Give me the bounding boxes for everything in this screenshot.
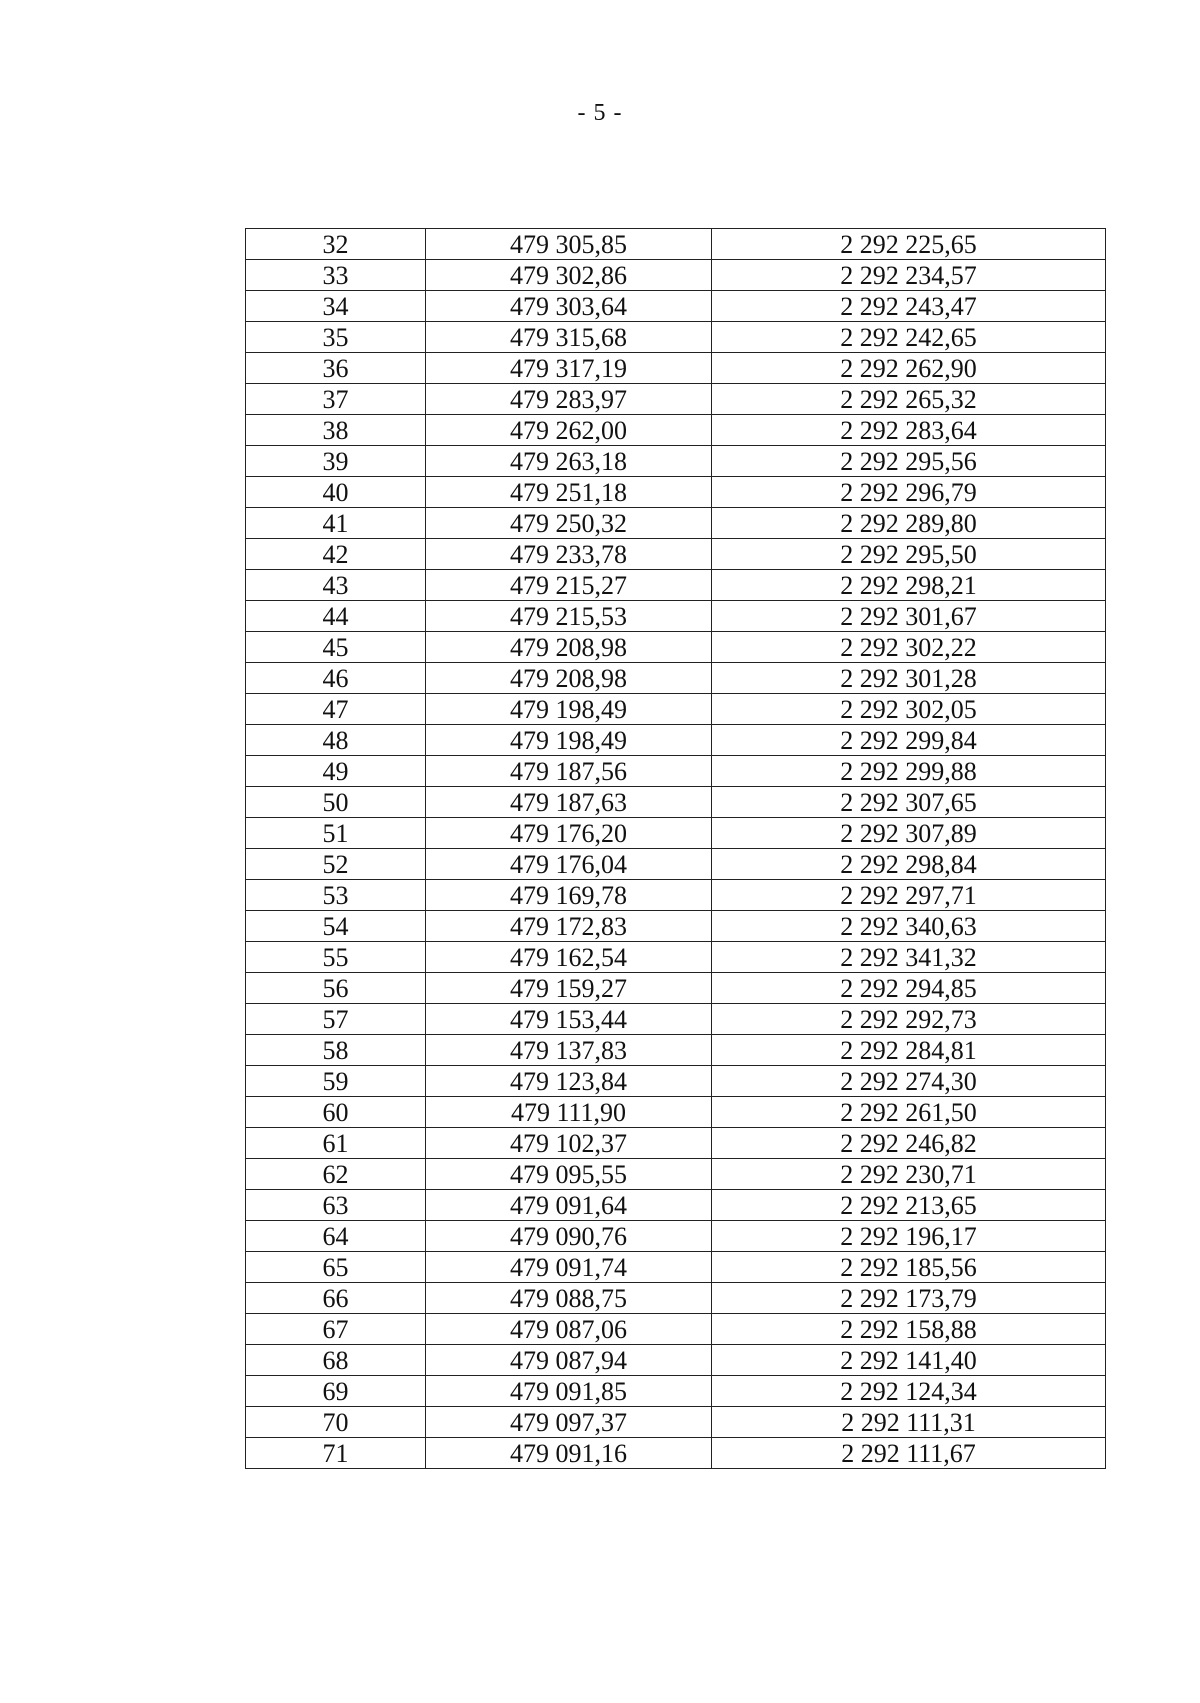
x-coordinate-cell: 479 302,86 (426, 260, 712, 291)
y-coordinate-cell: 2 292 298,21 (712, 570, 1106, 601)
point-number-cell: 69 (246, 1376, 426, 1407)
table-row (246, 694, 1106, 725)
x-coordinate-cell: 479 111,90 (426, 1097, 712, 1128)
x-coordinate-cell: 479 215,53 (426, 601, 712, 632)
point-number-cell: 51 (246, 818, 426, 849)
point-number-cell: 53 (246, 880, 426, 911)
y-coordinate-cell: 2 292 299,84 (712, 725, 1106, 756)
y-coordinate-cell: 2 292 213,65 (712, 1190, 1106, 1221)
point-number-cell: 48 (246, 725, 426, 756)
x-coordinate-cell: 479 176,04 (426, 849, 712, 880)
point-number-cell: 71 (246, 1438, 426, 1469)
table-row (246, 1252, 1106, 1283)
table-row (246, 260, 1106, 291)
point-number-cell: 33 (246, 260, 426, 291)
point-number-cell: 67 (246, 1314, 426, 1345)
y-coordinate-cell: 2 292 111,31 (712, 1407, 1106, 1438)
table-row (246, 911, 1106, 942)
x-coordinate-cell: 479 172,83 (426, 911, 712, 942)
x-coordinate-cell: 479 088,75 (426, 1283, 712, 1314)
x-coordinate-cell: 479 250,32 (426, 508, 712, 539)
table-row (246, 1376, 1106, 1407)
table-row (246, 1066, 1106, 1097)
table-row (246, 353, 1106, 384)
table-row (246, 384, 1106, 415)
table-row (246, 508, 1106, 539)
table-row (246, 601, 1106, 632)
y-coordinate-cell: 2 292 242,65 (712, 322, 1106, 353)
y-coordinate-cell: 2 292 289,80 (712, 508, 1106, 539)
table-row (246, 787, 1106, 818)
table-row (246, 1345, 1106, 1376)
x-coordinate-cell: 479 305,85 (426, 229, 712, 260)
y-coordinate-cell: 2 292 230,71 (712, 1159, 1106, 1190)
point-number-cell: 65 (246, 1252, 426, 1283)
y-coordinate-cell: 2 292 246,82 (712, 1128, 1106, 1159)
x-coordinate-cell: 479 123,84 (426, 1066, 712, 1097)
y-coordinate-cell: 2 292 341,32 (712, 942, 1106, 973)
table-row (246, 942, 1106, 973)
point-number-cell: 45 (246, 632, 426, 663)
point-number-cell: 34 (246, 291, 426, 322)
x-coordinate-cell: 479 090,76 (426, 1221, 712, 1252)
x-coordinate-cell: 479 091,85 (426, 1376, 712, 1407)
x-coordinate-cell: 479 153,44 (426, 1004, 712, 1035)
table-row (246, 973, 1106, 1004)
y-coordinate-cell: 2 292 301,28 (712, 663, 1106, 694)
point-number-cell: 46 (246, 663, 426, 694)
x-coordinate-cell: 479 162,54 (426, 942, 712, 973)
table-row (246, 632, 1106, 663)
y-coordinate-cell: 2 292 243,47 (712, 291, 1106, 322)
table-row (246, 1097, 1106, 1128)
x-coordinate-cell: 479 198,49 (426, 725, 712, 756)
y-coordinate-cell: 2 292 261,50 (712, 1097, 1106, 1128)
x-coordinate-cell: 479 263,18 (426, 446, 712, 477)
y-coordinate-cell: 2 292 225,65 (712, 229, 1106, 260)
x-coordinate-cell: 479 251,18 (426, 477, 712, 508)
x-coordinate-cell: 479 317,19 (426, 353, 712, 384)
point-number-cell: 64 (246, 1221, 426, 1252)
table-row (246, 539, 1106, 570)
point-number-cell: 57 (246, 1004, 426, 1035)
table-row (246, 1004, 1106, 1035)
point-number-cell: 36 (246, 353, 426, 384)
table-row (246, 1128, 1106, 1159)
point-number-cell: 44 (246, 601, 426, 632)
x-coordinate-cell: 479 187,56 (426, 756, 712, 787)
page-number: - 5 - (577, 100, 623, 126)
point-number-cell: 32 (246, 229, 426, 260)
table-row (246, 1221, 1106, 1252)
point-number-cell: 54 (246, 911, 426, 942)
table-row (246, 756, 1106, 787)
x-coordinate-cell: 479 283,97 (426, 384, 712, 415)
point-number-cell: 47 (246, 694, 426, 725)
x-coordinate-cell: 479 198,49 (426, 694, 712, 725)
x-coordinate-cell: 479 091,64 (426, 1190, 712, 1221)
point-number-cell: 58 (246, 1035, 426, 1066)
table-row (246, 322, 1106, 353)
table-row (246, 849, 1106, 880)
y-coordinate-cell: 2 292 307,65 (712, 787, 1106, 818)
y-coordinate-cell: 2 292 292,73 (712, 1004, 1106, 1035)
table-row (246, 725, 1106, 756)
table-row (246, 880, 1106, 911)
point-number-cell: 35 (246, 322, 426, 353)
point-number-cell: 38 (246, 415, 426, 446)
y-coordinate-cell: 2 292 296,79 (712, 477, 1106, 508)
table-row (246, 1035, 1106, 1066)
x-coordinate-cell: 479 102,37 (426, 1128, 712, 1159)
y-coordinate-cell: 2 292 173,79 (712, 1283, 1106, 1314)
y-coordinate-cell: 2 292 158,88 (712, 1314, 1106, 1345)
y-coordinate-cell: 2 292 299,88 (712, 756, 1106, 787)
y-coordinate-cell: 2 292 340,63 (712, 911, 1106, 942)
point-number-cell: 37 (246, 384, 426, 415)
table-row (246, 570, 1106, 601)
y-coordinate-cell: 2 292 294,85 (712, 973, 1106, 1004)
table-row (246, 1159, 1106, 1190)
x-coordinate-cell: 479 233,78 (426, 539, 712, 570)
x-coordinate-cell: 479 137,83 (426, 1035, 712, 1066)
x-coordinate-cell: 479 095,55 (426, 1159, 712, 1190)
x-coordinate-cell: 479 091,16 (426, 1438, 712, 1469)
point-number-cell: 59 (246, 1066, 426, 1097)
x-coordinate-cell: 479 169,78 (426, 880, 712, 911)
point-number-cell: 70 (246, 1407, 426, 1438)
table-row (246, 415, 1106, 446)
point-number-cell: 49 (246, 756, 426, 787)
y-coordinate-cell: 2 292 283,64 (712, 415, 1106, 446)
point-number-cell: 40 (246, 477, 426, 508)
y-coordinate-cell: 2 292 298,84 (712, 849, 1106, 880)
y-coordinate-cell: 2 292 297,71 (712, 880, 1106, 911)
x-coordinate-cell: 479 091,74 (426, 1252, 712, 1283)
x-coordinate-cell: 479 208,98 (426, 632, 712, 663)
point-number-cell: 39 (246, 446, 426, 477)
table-row (246, 1283, 1106, 1314)
y-coordinate-cell: 2 292 295,56 (712, 446, 1106, 477)
y-coordinate-cell: 2 292 274,30 (712, 1066, 1106, 1097)
point-number-cell: 41 (246, 508, 426, 539)
y-coordinate-cell: 2 292 196,17 (712, 1221, 1106, 1252)
x-coordinate-cell: 479 087,06 (426, 1314, 712, 1345)
y-coordinate-cell: 2 292 295,50 (712, 539, 1106, 570)
table-row (246, 1407, 1106, 1438)
y-coordinate-cell: 2 292 301,67 (712, 601, 1106, 632)
table-row (246, 446, 1106, 477)
x-coordinate-cell: 479 159,27 (426, 973, 712, 1004)
x-coordinate-cell: 479 176,20 (426, 818, 712, 849)
x-coordinate-cell: 479 187,63 (426, 787, 712, 818)
coordinates-table (245, 228, 1106, 1469)
x-coordinate-cell: 479 262,00 (426, 415, 712, 446)
y-coordinate-cell: 2 292 234,57 (712, 260, 1106, 291)
table-row (246, 1438, 1106, 1469)
table-row (246, 291, 1106, 322)
x-coordinate-cell: 479 303,64 (426, 291, 712, 322)
x-coordinate-cell: 479 208,98 (426, 663, 712, 694)
x-coordinate-cell: 479 315,68 (426, 322, 712, 353)
table-row (246, 663, 1106, 694)
coordinates-table-body (246, 229, 1106, 1469)
point-number-cell: 66 (246, 1283, 426, 1314)
y-coordinate-cell: 2 292 265,32 (712, 384, 1106, 415)
x-coordinate-cell: 479 215,27 (426, 570, 712, 601)
point-number-cell: 68 (246, 1345, 426, 1376)
y-coordinate-cell: 2 292 302,05 (712, 694, 1106, 725)
point-number-cell: 56 (246, 973, 426, 1004)
point-number-cell: 62 (246, 1159, 426, 1190)
y-coordinate-cell: 2 292 284,81 (712, 1035, 1106, 1066)
point-number-cell: 43 (246, 570, 426, 601)
y-coordinate-cell: 2 292 111,67 (712, 1438, 1106, 1469)
point-number-cell: 61 (246, 1128, 426, 1159)
point-number-cell: 63 (246, 1190, 426, 1221)
table-row (246, 1314, 1106, 1345)
point-number-cell: 42 (246, 539, 426, 570)
point-number-cell: 52 (246, 849, 426, 880)
x-coordinate-cell: 479 087,94 (426, 1345, 712, 1376)
point-number-cell: 60 (246, 1097, 426, 1128)
y-coordinate-cell: 2 292 185,56 (712, 1252, 1106, 1283)
y-coordinate-cell: 2 292 307,89 (712, 818, 1106, 849)
y-coordinate-cell: 2 292 302,22 (712, 632, 1106, 663)
x-coordinate-cell: 479 097,37 (426, 1407, 712, 1438)
y-coordinate-cell: 2 292 124,34 (712, 1376, 1106, 1407)
table-row (246, 818, 1106, 849)
point-number-cell: 55 (246, 942, 426, 973)
point-number-cell: 50 (246, 787, 426, 818)
table-row (246, 229, 1106, 260)
table-row (246, 477, 1106, 508)
table-row (246, 1190, 1106, 1221)
y-coordinate-cell: 2 292 141,40 (712, 1345, 1106, 1376)
y-coordinate-cell: 2 292 262,90 (712, 353, 1106, 384)
